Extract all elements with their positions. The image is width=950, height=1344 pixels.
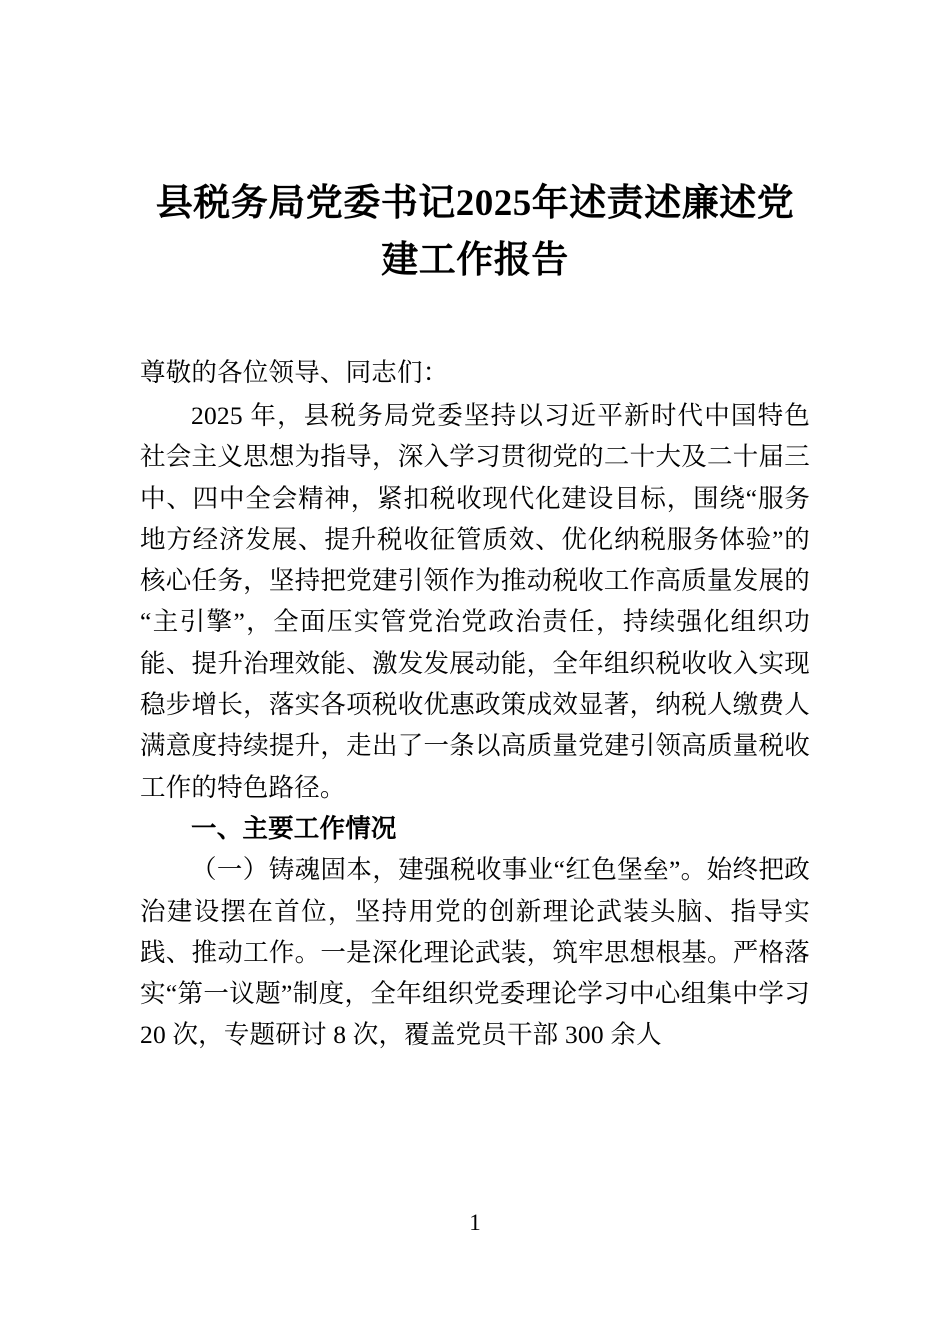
page-title: 县税务局党委书记2025年述责述廉述党建工作报告 [155, 183, 795, 282]
section-heading-1: 一、主要工作情况 [191, 813, 397, 843]
page-number: 1 [469, 1210, 481, 1235]
section-paragraph-1: （一）铸魂固本，建强税收事业“红色堡垒”。始终把政治建设摆在首位，坚持用党的创新理论武装头脑、指导实践、推动工作。一是深化理论武装，筑牢思想根基。严格落实“第一议题”制度，全年组织党委理论学习中心组集中学习 20 次，专题研讨 8 次，覆盖党员干部 300 余人 [140, 855, 810, 1050]
intro-paragraph: 2025 年，县税务局党委坚持以习近平新时代中国特色社会主义思想为指导，深入学习贯彻党的二十大及二十届三中、四中全会精神，紧扣税收现代化建设目标，围绕“服务地方经济发展、提升税收征管质效、优化纳税服务体验”的核心任务，坚持把党建引领作为推动税收工作高质量发展的“主引擎”，全面压实管党治党政治责任，持续强化组织功能、提升治理效能、激发发展动能，全年组织税收收入实现稳步增长，落实各项税收优惠政策成效显著，纳税人缴费人满意度持续提升，走出了一条以高质量党建引领高质量税收工作的特色路径。 [140, 400, 810, 802]
salutation-line: 尊敬的各位领导、同志们： [140, 357, 449, 387]
